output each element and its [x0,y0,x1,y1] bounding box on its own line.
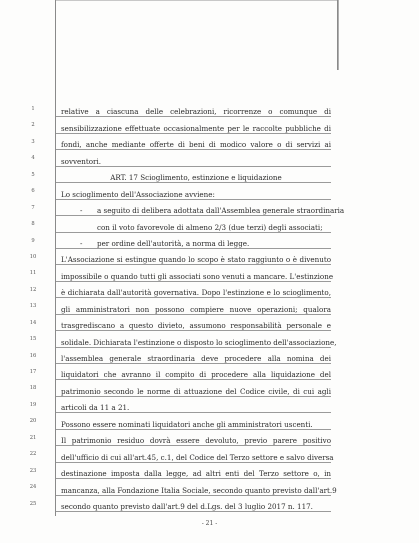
text-line [0,430,419,446]
text-line [0,364,419,380]
text-line [0,265,419,281]
line-text: articoli da 11 a 21. [61,403,130,413]
text-line [0,282,419,298]
line-text: mancanza, alla Fondazione Italia Sociale, secondo quanto previsto dall'art.9 [61,485,337,495]
line-text: Lo scioglimento dell'Associazione avviene: [61,189,215,199]
text-line [0,331,419,347]
text-line [0,233,419,249]
line-text: con il voto favorevole di almeno 2/3 (due terzi) degli associati; [97,222,323,232]
line-text: fondi, anche mediante offerte di beni di modico valore o di servizi ai [61,140,331,150]
line-text: Il patrimonio residuo dovrà essere devoluto, previo parere positivo [61,436,331,446]
line-number: 16 [29,352,37,359]
line-number: 5 [31,171,35,178]
text-line [0,397,419,413]
line-number: 15 [29,336,37,343]
line-number: 12 [29,286,37,293]
line-text: dell'ufficio di cui all'art.45, c.1, del Codice del Terzo settore e salvo diversa [61,452,334,462]
line-text: Possono essere nominati liquidatori anche gli amministratori uscenti. [61,419,313,429]
text-line [0,496,419,512]
text-line [0,479,419,495]
text-line [0,167,419,183]
line-text: L'Associazione si estingue quando lo scopo è stato raggiunto o è divenuto [61,255,331,265]
line-number: 21 [29,434,37,441]
line-number: 18 [29,385,37,392]
line-number: 11 [29,270,37,277]
page-number: - 21 - [201,520,218,527]
line-number: 25 [29,500,37,507]
line-text: patrimonio secondo le norme di attuazione del Codice civile, di cui agli [61,386,331,396]
text-line [0,101,419,117]
line-number: 8 [31,221,35,228]
text-line [0,380,419,396]
line-text: solidale. Dichiarata l'estinzione o disposto lo scioglimento dell'associazione, [61,337,337,347]
line-text: sensibilizzazione effettuate occasionalmente per le raccolte pubbliche di [61,123,331,133]
line-number: 6 [31,188,35,195]
line-text: impossibile o quando tutti gli associati sono venuti a mancare. L'estinzione [61,271,334,281]
line-text: relative a ciascuna delle celebrazioni, ricorrenze o comunque di [61,107,331,117]
line-number: 2 [31,122,35,129]
line-number: 23 [29,467,37,474]
line-number: 22 [29,451,37,458]
text-line [0,216,419,232]
line-number: 14 [29,319,37,326]
line-number: 9 [31,237,35,244]
text-line [0,183,419,199]
text-line [0,134,419,150]
text-line [0,298,419,314]
line-text: sovventori. [61,156,101,166]
line-text: è dichiarata dall'autorità governativa. Dopo l'estinzione e lo scioglimento, [61,288,331,298]
line-number: 1 [31,106,35,112]
text-line [0,150,419,166]
right-margin-rule-inner [338,0,339,70]
bullet-dash: - [80,206,83,216]
line-text: a seguito di delibera adottata dall'Assemblea generale straordinaria [97,206,345,216]
line-number: 13 [29,303,37,310]
line-text: gli amministratori non possono compiere nuove operazioni; qualora [61,304,331,314]
line-number: 24 [29,484,37,491]
line-text: per ordine dell'autorità, a norma di legge. [97,238,250,248]
text-line [0,315,419,331]
line-number: 20 [29,418,37,425]
bullet-dash: - [80,238,83,248]
text-line [0,446,419,462]
line-number: 4 [31,155,35,162]
line-number: 10 [29,253,37,260]
line-text: secondo quanto previsto dall'art.9 del d.Lgs. del 3 luglio 2017 n. 117. [61,501,313,511]
ruled-line [56,511,331,512]
article-heading: ART. 17 Scioglimento, estinzione e liquidazione [110,173,282,183]
line-text: liquidatori che avranno il compito di procedere alla liquidazione del [61,370,331,380]
line-text: trasgrediscano a questo divieto, assumono responsabilità personale e [61,321,331,331]
top-border-line [56,0,338,1]
text-line [0,348,419,364]
line-number: 19 [29,401,37,408]
text-line [0,117,419,133]
line-text: destinazione imposta dalla legge, ad altri enti del Terzo settore o, in [61,469,331,479]
text-line [0,463,419,479]
line-number: 17 [29,369,37,376]
line-text: l'assemblea generale straordinaria deve procedere alla nomina dei [61,354,331,364]
text-line [0,200,419,216]
text-line [0,413,419,429]
text-line [0,249,419,265]
line-number: 3 [31,138,35,145]
line-number: 7 [31,204,35,211]
